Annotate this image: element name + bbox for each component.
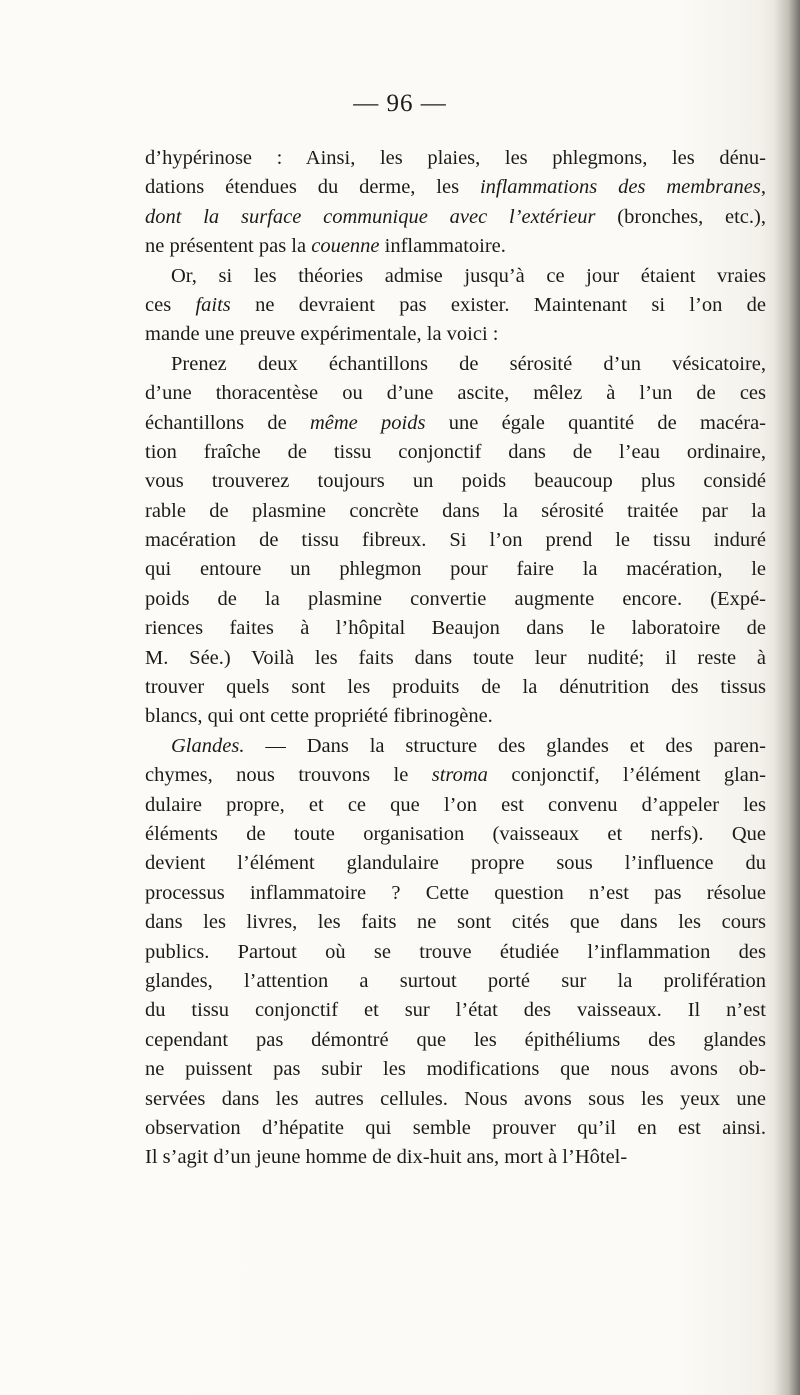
italic-text: même poids	[309, 411, 426, 434]
text-line	[145, 291, 766, 320]
italic-text: dont la surface communique avec l’extérieur	[145, 205, 596, 228]
text-line	[145, 409, 766, 438]
text-run: du tissu conjonctif et sur l’état des vaisseaux. Il n’est	[145, 999, 766, 1022]
text-line	[145, 996, 766, 1025]
text-line	[145, 173, 766, 202]
text-run: processus inflammatoire ? Cette question n’est pas résolue	[145, 881, 766, 904]
text-run: ,	[760, 176, 766, 199]
text-run: tion fraîche de tissu conjonctif dans de l’eau ordinaire,	[145, 440, 766, 463]
text-line	[145, 526, 766, 555]
text-line	[145, 379, 766, 408]
text-line	[145, 144, 766, 173]
text-run: Il s’agit d’un jeune homme de dix-huit ans, mort à l’Hôtel-	[145, 1146, 628, 1169]
italic-text: faits	[195, 293, 231, 316]
text-run: une égale quantité de macéra-	[425, 411, 767, 434]
text-line	[145, 879, 766, 908]
text-run: publics. Partout où se trouve étudiée l’inflammation des	[145, 940, 766, 963]
text-line	[145, 555, 766, 584]
text-run: dulaire propre, et ce que l’on est convenu d’appeler les	[145, 793, 766, 816]
text-run: Prenez deux échantillons de sérosité d’un vésicatoire,	[171, 352, 766, 375]
text-run: chymes, nous trouvons le	[145, 764, 432, 787]
text-line	[145, 320, 766, 349]
text-run: observation d’hépatite qui semble prouver qu’il en est ainsi.	[145, 1116, 766, 1139]
text-run: Or, si les théories admise jusqu’à ce jour étaient vraies	[171, 264, 766, 287]
text-run: rable de plasmine concrète dans la sérosité traitée par la	[145, 499, 766, 522]
text-line	[145, 967, 766, 996]
text-line	[145, 938, 766, 967]
text-line	[145, 1055, 766, 1084]
text-line	[145, 761, 766, 790]
page-number: — 96 —	[353, 90, 447, 117]
text-line	[145, 849, 766, 878]
text-run: servées dans les autres cellules. Nous avons sous les yeux une	[145, 1087, 766, 1110]
text-run: ne devraient pas exister. Maintenant si l’on de	[230, 293, 767, 316]
text-run: ne présentent pas la	[145, 235, 312, 258]
text-run: M. Sée.) Voilà les faits dans toute leur nudité; il reste à	[145, 646, 766, 669]
text-run: devient l’élément glandulaire propre sous l’influence du	[145, 852, 766, 875]
text-line	[145, 820, 766, 849]
text-run: qui entoure un phlegmon pour faire la macération, le	[145, 558, 766, 581]
text-run: ne puissent pas subir les modifications que nous avons ob-	[145, 1058, 766, 1081]
text-run: d’une thoracentèse ou d’une ascite, mêlez à l’un de ces	[145, 382, 766, 405]
text-run: ces	[145, 293, 196, 316]
text-line	[145, 585, 766, 614]
text-line	[145, 1085, 766, 1114]
text-run: — Dans la structure des glandes et des paren-	[244, 734, 766, 757]
text-run: échantillons de	[145, 411, 310, 434]
text-line	[145, 702, 766, 731]
text-line	[145, 1026, 766, 1055]
text-run: éléments de toute organisation (vaisseaux et nerfs). Que	[145, 822, 766, 845]
italic-text: Glandes.	[171, 734, 245, 757]
text-run: conjonctif, l’élément glan-	[487, 764, 766, 787]
text-line	[145, 438, 766, 467]
text-line	[145, 262, 766, 291]
italic-text: couenne	[311, 235, 380, 258]
text-line	[145, 1114, 766, 1143]
text-run: glandes, l’attention a surtout porté sur la prolifération	[145, 969, 766, 992]
text-line	[145, 644, 766, 673]
text-line	[145, 497, 766, 526]
text-run: riences faites à l’hôpital Beaujon dans le laboratoire de	[145, 617, 766, 640]
text-run: d’hypérinose : Ainsi, les plaies, les phlegmons, les dénu-	[145, 147, 766, 169]
text-line	[145, 1143, 766, 1172]
text-run: trouver quels sont les produits de la dénutrition des tissus	[145, 676, 766, 699]
text-run: dations étendues du derme, les	[145, 176, 480, 199]
text-line	[145, 467, 766, 496]
text-run: macération de tissu fibreux. Si l’on prend le tissu induré	[145, 529, 766, 552]
text-line	[145, 732, 766, 761]
text-line	[145, 232, 766, 261]
text-run: blancs, qui ont cette propriété fibrinogène.	[145, 705, 493, 728]
text-line	[145, 203, 766, 232]
text-run: inflammatoire.	[379, 235, 506, 258]
body-text	[145, 144, 766, 1173]
page-edge-shadow	[774, 0, 800, 1395]
text-line	[145, 673, 766, 702]
text-run: (bronches, etc.),	[595, 205, 766, 228]
italic-text: inflammations des membranes	[479, 176, 761, 199]
text-run: vous trouverez toujours un poids beaucoup plus considé	[145, 470, 766, 493]
text-run: poids de la plasmine convertie augmente encore. (Expé-	[145, 587, 766, 610]
text-run: mande une preuve expérimentale, la voici :	[145, 323, 499, 346]
text-line	[145, 908, 766, 937]
text-run: dans les livres, les faits ne sont cités que dans les cours	[145, 911, 766, 934]
text-run: cependant pas démontré que les épithéliums des glandes	[145, 1028, 766, 1051]
italic-text: stroma	[431, 764, 488, 787]
text-line	[145, 791, 766, 820]
text-line	[145, 350, 766, 379]
text-line	[145, 614, 766, 643]
